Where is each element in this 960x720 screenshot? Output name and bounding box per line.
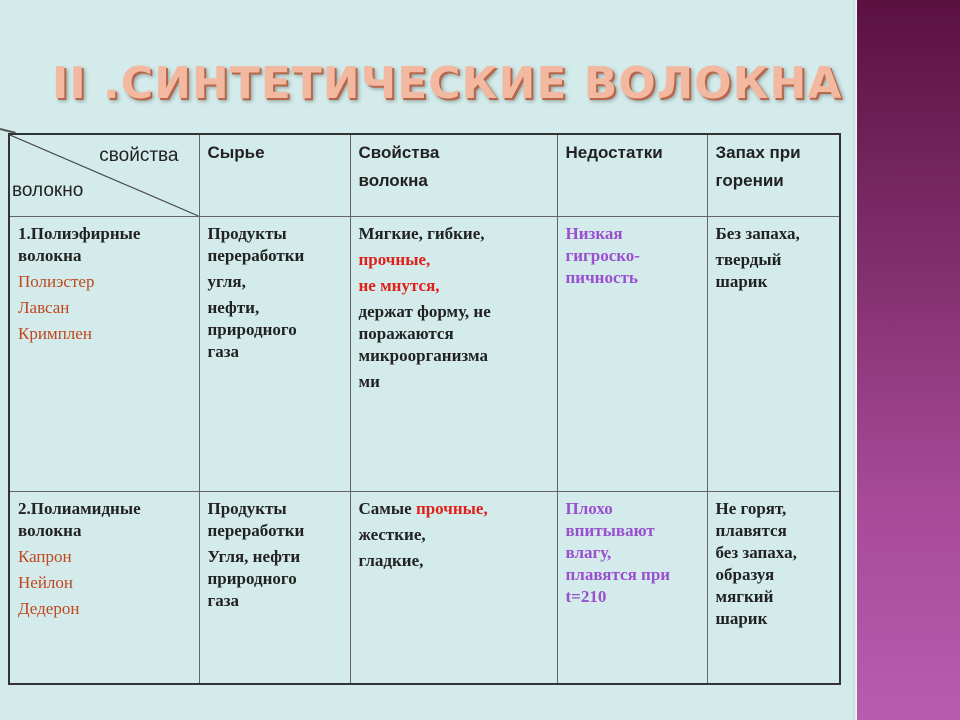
fiber-title-line-1: 1.Полиэфирные <box>18 224 141 243</box>
smell-line: без запаха, <box>715 543 797 562</box>
drawback-line: t=210 <box>565 587 607 606</box>
props-line: ми <box>358 372 380 391</box>
header-smell-line-2: горении <box>715 171 784 190</box>
slide-title: II .СИНТЕТИЧЕСКИЕ ВОЛОКНА <box>52 58 843 109</box>
smell-line: шарик <box>715 272 768 291</box>
raw-line: газа <box>207 342 240 361</box>
corner-label-properties: свойства <box>99 145 179 166</box>
header-smell-line-1: Запах при <box>715 143 801 162</box>
props-line: держат форму, не <box>358 302 491 321</box>
header-corner-cell <box>9 134 199 217</box>
raw-line: переработки <box>207 246 305 265</box>
drawback-line: впитывают <box>565 521 655 540</box>
smell-line: плавятся <box>715 521 787 540</box>
drawbacks-cell <box>557 492 707 685</box>
raw-line: переработки <box>207 521 305 540</box>
props-line: Мягкие, гибкие, <box>358 224 485 243</box>
smell-line: шарик <box>715 609 768 628</box>
table-row-polyamide <box>9 492 840 685</box>
drawback-line: гигроско- <box>565 246 640 265</box>
smell-line: Не горят, <box>715 499 787 518</box>
raw-line: угля, <box>207 272 246 291</box>
smell-line: мягкий <box>715 587 774 606</box>
fiber-name: Капрон <box>18 547 72 566</box>
drawback-line: влагу, <box>565 543 612 562</box>
props-line-1 <box>359 499 549 519</box>
drawback-line: пичность <box>565 268 638 287</box>
raw-cell <box>199 492 350 685</box>
drawback-line: Плохо <box>565 499 613 518</box>
header-smell <box>707 134 840 217</box>
raw-line: газа <box>207 591 240 610</box>
props-line: микроорганизма <box>358 346 488 365</box>
fiber-name: Лавсан <box>18 298 70 317</box>
fiber-title-line-2: волокна <box>18 246 82 265</box>
raw-line: природного <box>207 320 297 339</box>
header-row <box>9 134 840 217</box>
smell-line: образуя <box>715 565 775 584</box>
side-decor-band <box>857 0 960 720</box>
raw-line: Угля, нефти <box>207 547 301 566</box>
raw-line: природного <box>207 569 297 588</box>
props-line: поражаются <box>358 324 454 343</box>
header-raw <box>199 134 350 217</box>
drawback-line: Низкая <box>565 224 623 243</box>
smell-cell <box>707 217 840 492</box>
header-drawbacks-label: Недостатки <box>565 143 663 162</box>
fiber-name: Дедерон <box>18 599 80 618</box>
fiber-cell <box>9 217 199 492</box>
props-text: Самые <box>358 499 416 518</box>
header-props-line-2: волокна <box>358 171 428 190</box>
header-props-line-1: Свойства <box>358 143 440 162</box>
fibers-table <box>8 133 841 685</box>
drawbacks-cell <box>557 217 707 492</box>
raw-cell <box>199 217 350 492</box>
fiber-name: Нейлон <box>18 573 74 592</box>
header-props <box>350 134 557 217</box>
props-line-highlight: не мнутся, <box>358 276 440 295</box>
header-raw-label: Сырье <box>207 143 265 162</box>
smell-line: Без запаха, <box>715 224 800 243</box>
raw-line: Продукты <box>207 499 287 518</box>
props-highlight: прочные, <box>415 499 488 518</box>
fiber-cell <box>9 492 199 685</box>
fiber-title-line-2: волокна <box>18 521 82 540</box>
raw-line: Продукты <box>207 224 287 243</box>
props-line-highlight: прочные, <box>358 250 431 269</box>
fiber-title-line-1: 2.Полиамидные <box>18 499 141 518</box>
props-line: жесткие, <box>358 525 426 544</box>
table-row-polyester <box>9 217 840 492</box>
raw-line: нефти, <box>207 298 260 317</box>
smell-line: твердый <box>715 250 782 269</box>
props-cell <box>350 217 557 492</box>
smell-cell <box>707 492 840 685</box>
props-line: гладкие, <box>358 551 424 570</box>
header-drawbacks <box>557 134 707 217</box>
fiber-name: Кримплен <box>18 324 92 343</box>
props-cell <box>350 492 557 685</box>
fiber-name: Полиэстер <box>18 272 95 291</box>
drawback-line: плавятся при <box>565 565 671 584</box>
corner-label-fiber: волокно <box>12 180 84 201</box>
